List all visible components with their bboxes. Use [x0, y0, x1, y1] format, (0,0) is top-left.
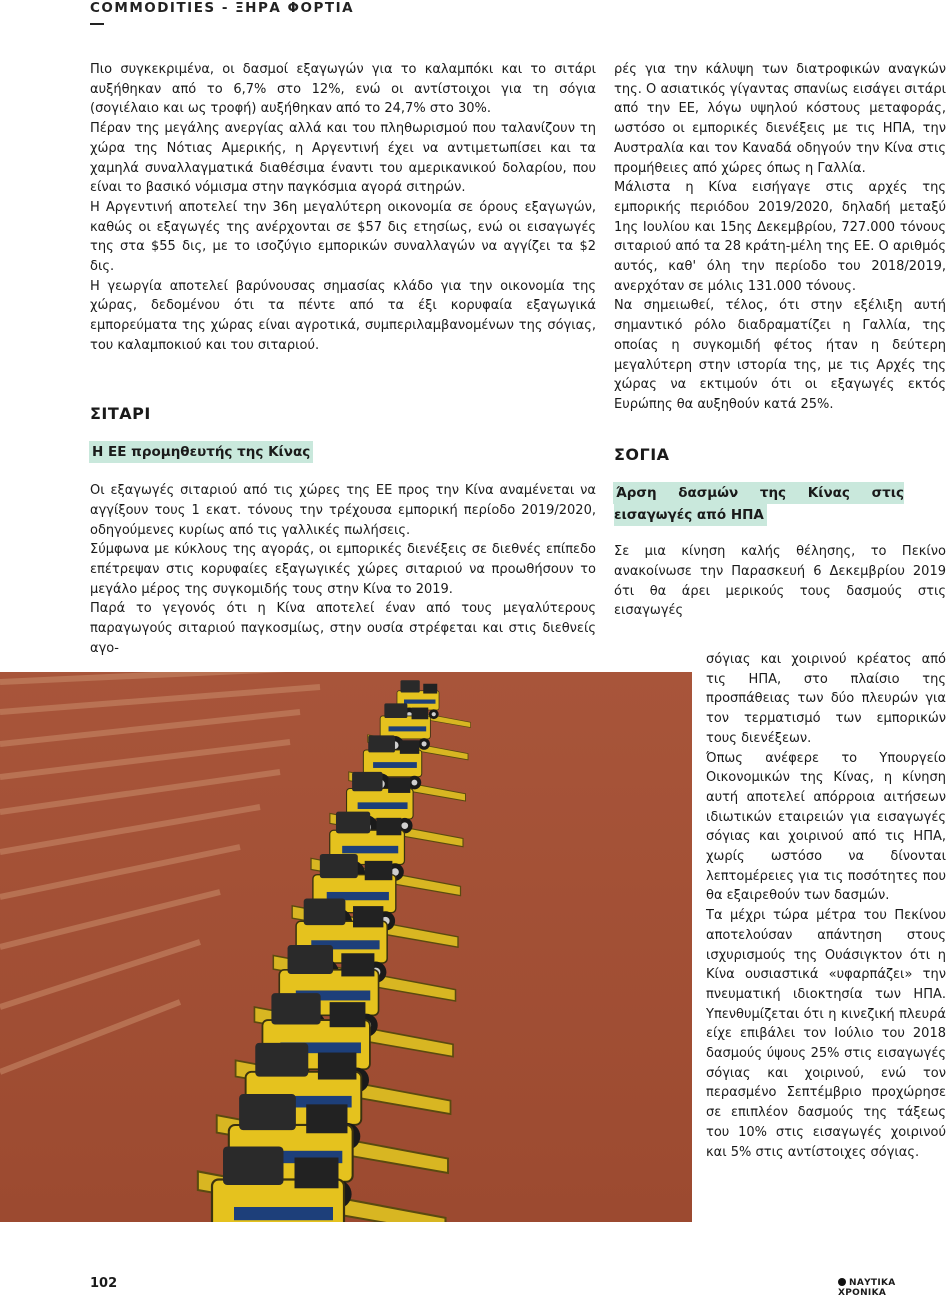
- header-divider: [90, 23, 104, 25]
- article-column-left: [90, 60, 596, 659]
- paragraph: ρές για την κάλυψη των διατροφικών αναγκών της. Ο ασιατικός γίγαντας σπανίως εισάγει σιτάρι από την ΕΕ, λόγω υψηλού κόστους μεταφοράς, ωστόσο οι εμπορικές διενέξεις με τις ΗΠΑ, την Αυστραλία και τον Καναδά οδηγούν την Κίνα στις προμήθειες από χώρες όπως η Γαλλία.: [614, 62, 946, 176]
- brand-name: ΝΑΥΤΙΚΑ ΧΡΟΝΙΚΑ: [838, 1278, 896, 1298]
- subhead-wheat-wrap: [90, 441, 596, 463]
- paragraph: Η Αργεντινή αποτελεί την 36η μεγαλύτερη οικονομία σε όρους εξαγωγών, καθώς οι εξαγωγές της ανέρχονται σε $57 δις ετησίως, ενώ οι εισαγωγές της στα $55 δις, με το ισοζύγιο εμπορικών συναλλαγών να αγγίζει τα $2 δις.: [90, 199, 596, 275]
- section-header: COMMODITIES - ΞΗΡΑ ΦΟΡΤΙΑ: [90, 0, 355, 16]
- paragraph: Όπως ανέφερε το Υπουργείο Οικονομικών της Κίνας, η κίνηση αυτή αποτελεί απόρροια αιτήσεων ιδιωτικών εταιρειών για εισαγωγές σόγιας και χοιρινού από τις ΗΠΑ, χωρίς ωστόσο να δίνονται λεπτομέρειες για τις ποσότητες που θα εξαιρεθούν των δασμών.: [706, 750, 946, 904]
- paragraph: σόγιας και χοιρινού κρέατος από τις ΗΠΑ, στο πλαίσιο της προσπάθειας των δύο πλευρών για τον τερματισμό των εμπορικών τους διενέξεων.: [706, 652, 946, 746]
- publication-brand: [838, 1278, 946, 1298]
- harvest-field-illustration: [0, 672, 692, 1222]
- article-column-lower-right: [706, 650, 946, 1162]
- subhead-soy: Άρση δασμών της Κίνας στις εισαγωγές από ΗΠΑ: [614, 485, 904, 524]
- section-title-soy: ΣΟΓΙΑ: [614, 444, 670, 464]
- brand-logo-icon: [838, 1278, 846, 1286]
- paragraph: Πέραν της μεγάλης ανεργίας αλλά και του πληθωρισμού που ταλανίζουν τη χώρα της Νότιας Αμερικής, η Αργεντινή έχει να αντιμετωπίσει και τα χαμηλά συναλλαγματικά διαθέσιμα έναντι του αμερικανικού δολαρίου, που είναι το βασικό νόμισμα στην παγκόσμια αγορά σιτηρών.: [90, 121, 596, 196]
- section-title-wheat: ΣΙΤΑΡΙ: [90, 403, 151, 423]
- paragraph: Οι εξαγωγές σιταριού από τις χώρες της ΕΕ προς την Κίνα αναμένεται να αγγίξουν τους 1 εκατ. τόνους την τρέχουσα εμπορική περίοδο 2019/2020, οδηγούμενες κυρίως από τις γαλλικές πωλήσεις.: [90, 483, 596, 538]
- paragraph: Σε μια κίνηση καλής θέλησης, το Πεκίνο ανακοίνωσε την Παρασκευή 6 Δεκεμβρίου 2019 ότι θα άρει μερικούς τους δασμούς στις εισαγωγές: [614, 544, 946, 619]
- paragraph: Πιο συγκεκριμένα, οι δασμοί εξαγωγών για το καλαμπόκι και το σιτάρι αυξήθηκαν από το 6,7% στο 12%, ενώ οι αντίστοιχοι για τη σόγια (σογιέλαιο και ως τροφή) αυξήθηκαν από το 24,7% στο 30%.: [90, 62, 596, 117]
- paragraph: Παρά το γεγονός ότι η Κίνα αποτελεί έναν από τους μεγαλύτερους παραγωγούς σιταριού παγκοσμίως, στην ουσία στρέφεται και στις διεθνείς αγο-: [90, 601, 596, 656]
- subhead-wheat: Η ΕΕ προμηθευτής της Κίνας: [92, 444, 311, 461]
- subhead-soy-wrap: [614, 482, 904, 526]
- paragraph: Να σημειωθεί, τέλος, ότι στην εξέλιξη αυτή σημαντικό ρόλο διαδραματίζει η Γαλλία, της οποίας η συγκομιδή φέτος ήταν η δεύτερη μεγαλύτερη στην ιστορία της, με τις Αρχές της χώρας να εκτιμούν ότι οι εξαγωγές εκτός Ευρώπης θα αυξηθούν κατά 25%.: [614, 298, 946, 412]
- combine-harvesters-photo: [0, 672, 692, 1222]
- paragraph: Η γεωργία αποτελεί βαρύνουσας σημασίας κλάδο για την οικονομία της χώρας, δεδομένου ότι τα πέντε από τα έξι κορυφαία εξαγωγικά εμπορεύματα της χώρας είναι αγροτικά, συμπεριλαμβανομένων της σόγιας, του καλαμποκιού και του σιταριού.: [90, 278, 596, 353]
- paragraph: Τα μέχρι τώρα μέτρα του Πεκίνου αποτελούσαν απάντηση στους ισχυρισμούς της Ουάσιγκτον ότι η Κίνα ουσιαστικά «υφαρπάζει» την πνευματική ιδιοκτησία των ΗΠΑ. Υπενθυμίζεται ότι η κινεζική πλευρά είχε επιβάλει τον Ιούλιο του 2018 δασμούς ύψους 25% στις εισαγωγές σόγιας και χοιρινού, ενώ τον περασμένο Σεπτέμβριο προχώρησε σε επιπλέον δασμούς της τάξεως του 10% στις εισαγωγές χοιρινού και 5% στις αντίστοιχες σόγιας.: [706, 908, 946, 1160]
- paragraph: Μάλιστα η Κίνα εισήγαγε στις αρχές της εμπορικής περιόδου 2019/2020, δηλαδή μεταξύ 1ης Ιουλίου και 15ης Δεκεμβρίου, 727.000 τόνους σιταριού από τα 28 κράτη-μέλη της ΕΕ. Ο αριθμός αυτός, καθ' όλη την περίοδο του 2018/2019, ανερχόταν σε μόλις 131.000 τόνους.: [614, 180, 946, 294]
- page-number: 102: [90, 1276, 118, 1291]
- paragraph: Σύμφωνα με κύκλους της αγοράς, οι εμπορικές διενέξεις σε διεθνές επίπεδο επέτρεψαν στις κορυφαίες εξαγωγικές χώρες σιταριού να προωθήσουν το μεγάλο μέρος της συγκομιδής τους στην Κίνα το 2019.: [90, 542, 596, 597]
- article-column-right: [614, 60, 946, 621]
